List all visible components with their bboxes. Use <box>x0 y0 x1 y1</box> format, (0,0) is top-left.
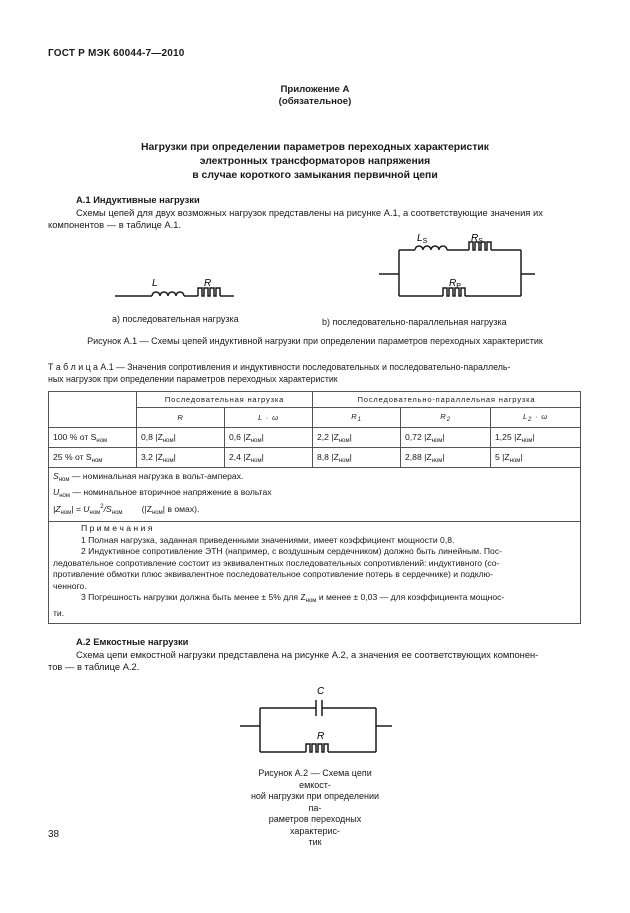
figure-a1-caption-a: а) последовательная нагрузка <box>112 314 239 324</box>
capacitor-label: C <box>317 686 325 697</box>
table-cell: 8,8 $|Z_{ном}|$ <box>313 448 401 468</box>
table-cell: 2,2 $|Z_{ном}|$ <box>313 428 401 448</box>
ls-label: $L_S$ <box>417 233 428 245</box>
header-col-r: R <box>137 408 225 428</box>
page-number: 38 <box>48 829 60 840</box>
annex-title: Приложение А <box>280 84 350 95</box>
definition-u-nom: $U_{ном}$ — номинальное вторичное напряжение в вольтах <box>53 486 272 499</box>
definition-s-nom: $S_{ном}$ — номинальная нагрузка в вольт-амперах. <box>53 471 244 483</box>
header-col-r2: $R_2$ <box>401 408 491 428</box>
table-definitions-and-notes <box>49 468 581 624</box>
section-a1-heading: А.1 Индуктивные нагрузки <box>76 194 200 205</box>
table-cell: 0,6 $|Z_{ном}|$ <box>225 428 313 448</box>
section-a1-para-line2: компонентов — в таблице А.1. <box>48 219 182 230</box>
table-cell: 3,2 $|Z_{ном}|$ <box>137 448 225 468</box>
table-cell: 2,4 $|Z_{ном}|$ <box>225 448 313 468</box>
resistor-label: R <box>204 278 212 289</box>
series-parallel-load-diagram <box>375 228 540 306</box>
main-title-line3: в случае короткого замыкания первичной цепи <box>192 170 438 181</box>
section-a1-para-line1: Схемы цепей для двух возможных нагрузок представлены на рисунке А.1, а соответствующие значения их <box>76 207 543 218</box>
table-corner-cell <box>49 392 137 428</box>
header-series-group: Последовательная нагрузка <box>137 392 313 408</box>
note-2-line1: 2 Индуктивное сопротивление ЭТН (например, с воздушным сердечником) должно быть линейным. Пос- <box>81 546 502 557</box>
rp-label: $R_P$ <box>449 278 461 290</box>
figure-a1-caption: Рисунок А.1 — Схемы цепей индуктивной нагрузки при определении параметров переходных характеристик <box>87 336 543 346</box>
table-a1 <box>48 391 581 624</box>
figure-a2-caption-line1: Рисунок А.2 — Схема цепи емкост- <box>258 768 372 790</box>
header-col-r1: $R_1$ <box>313 408 401 428</box>
note-3-line2: ти. <box>53 607 65 618</box>
main-title-line1: Нагрузки при определении параметров переходных характеристик <box>141 142 489 153</box>
section-a2-para-line2: тов — в таблице А.2. <box>48 661 140 672</box>
note-1: 1 Полная нагрузка, заданная приведенными значениями, имеет коэффициент мощности 0,8. <box>81 534 455 545</box>
header-parallel-group: Последовательно-параллельная нагрузка <box>313 392 581 408</box>
resistor-label: R <box>317 731 325 742</box>
row-label: 25 % от $S_{ном}$ <box>49 448 137 468</box>
table-row <box>49 448 581 468</box>
notes-heading: П р и м е ч а н и я <box>81 523 153 534</box>
note-3-line1: 3 Погрешность нагрузки должна быть менее ± 5% для $Z_{ном}$ и менее ± 0,03 — для коэффициента мощнос- <box>81 592 505 605</box>
table-cell: 1,25 $|Z_{ном}|$ <box>491 428 581 448</box>
figure-a2-caption-line3: раметров переходных характерис- <box>268 814 362 836</box>
table-cell: 2,88 $|Z_{ном}|$ <box>401 448 491 468</box>
definition-z-nom: $|Z_{ном}| = U_{ном}^2/S_{ном}$ ($|Z_{ном}|$ в омах). <box>53 503 200 516</box>
section-a2-para-line1: Схема цепи емкостной нагрузки представлена на рисунке А.2, а значения ее соответствующих компонен- <box>76 649 539 660</box>
table-a1-title-line1: Т а б л и ц а А.1 — Значения сопротивления и индуктивности последовательных и последовательно-параллель- <box>48 362 511 372</box>
note-2-line4: ченного. <box>53 580 87 591</box>
capacitive-load-diagram <box>236 682 396 762</box>
notes-block <box>49 521 580 619</box>
figure-a2-caption-line4: тик <box>308 837 322 847</box>
note-2-line3: противление обмотки плюс эквивалентное последовательное сопротивление потерь в сердечнике) и подклю- <box>53 569 493 580</box>
inductor-label: L <box>152 278 158 289</box>
standard-code: ГОСТ Р МЭК 60044-7—2010 <box>48 48 185 59</box>
main-title-line2: электронных трансформаторов напряжения <box>199 156 431 167</box>
table-cell: 0,8 $|Z_{ном}|$ <box>137 428 225 448</box>
series-load-diagram <box>110 272 240 306</box>
rs-label: $R_S$ <box>471 233 483 245</box>
figure-a2-caption-line2: ной нагрузки при определении па- <box>250 791 380 813</box>
row-label: 100 % от $S_{ном}$ <box>49 428 137 448</box>
header-col-lw: L · ω <box>225 408 313 428</box>
figure-a2-caption <box>248 768 382 849</box>
figure-a1-caption-b: b) последовательно-параллельная нагрузка <box>322 317 507 327</box>
annex-status: (обязательное) <box>278 96 352 107</box>
table-row <box>49 428 581 448</box>
section-a2-heading: А.2 Емкостные нагрузки <box>76 636 189 647</box>
table-a1-title-line2: ных нагрузок при определении параметров переходных характеристик <box>48 374 338 384</box>
note-2-line2: ледовательное сопротивление состоит из эквивалентных последовательных сопротивлений: индуктивного (со- <box>53 557 500 568</box>
header-col-l2w: $L_2 \cdot \omega$ <box>491 408 581 428</box>
table-cell: 5 $|Z_{ном}|$ <box>491 448 581 468</box>
table-cell: 0,72 $|Z_{ном}|$ <box>401 428 491 448</box>
